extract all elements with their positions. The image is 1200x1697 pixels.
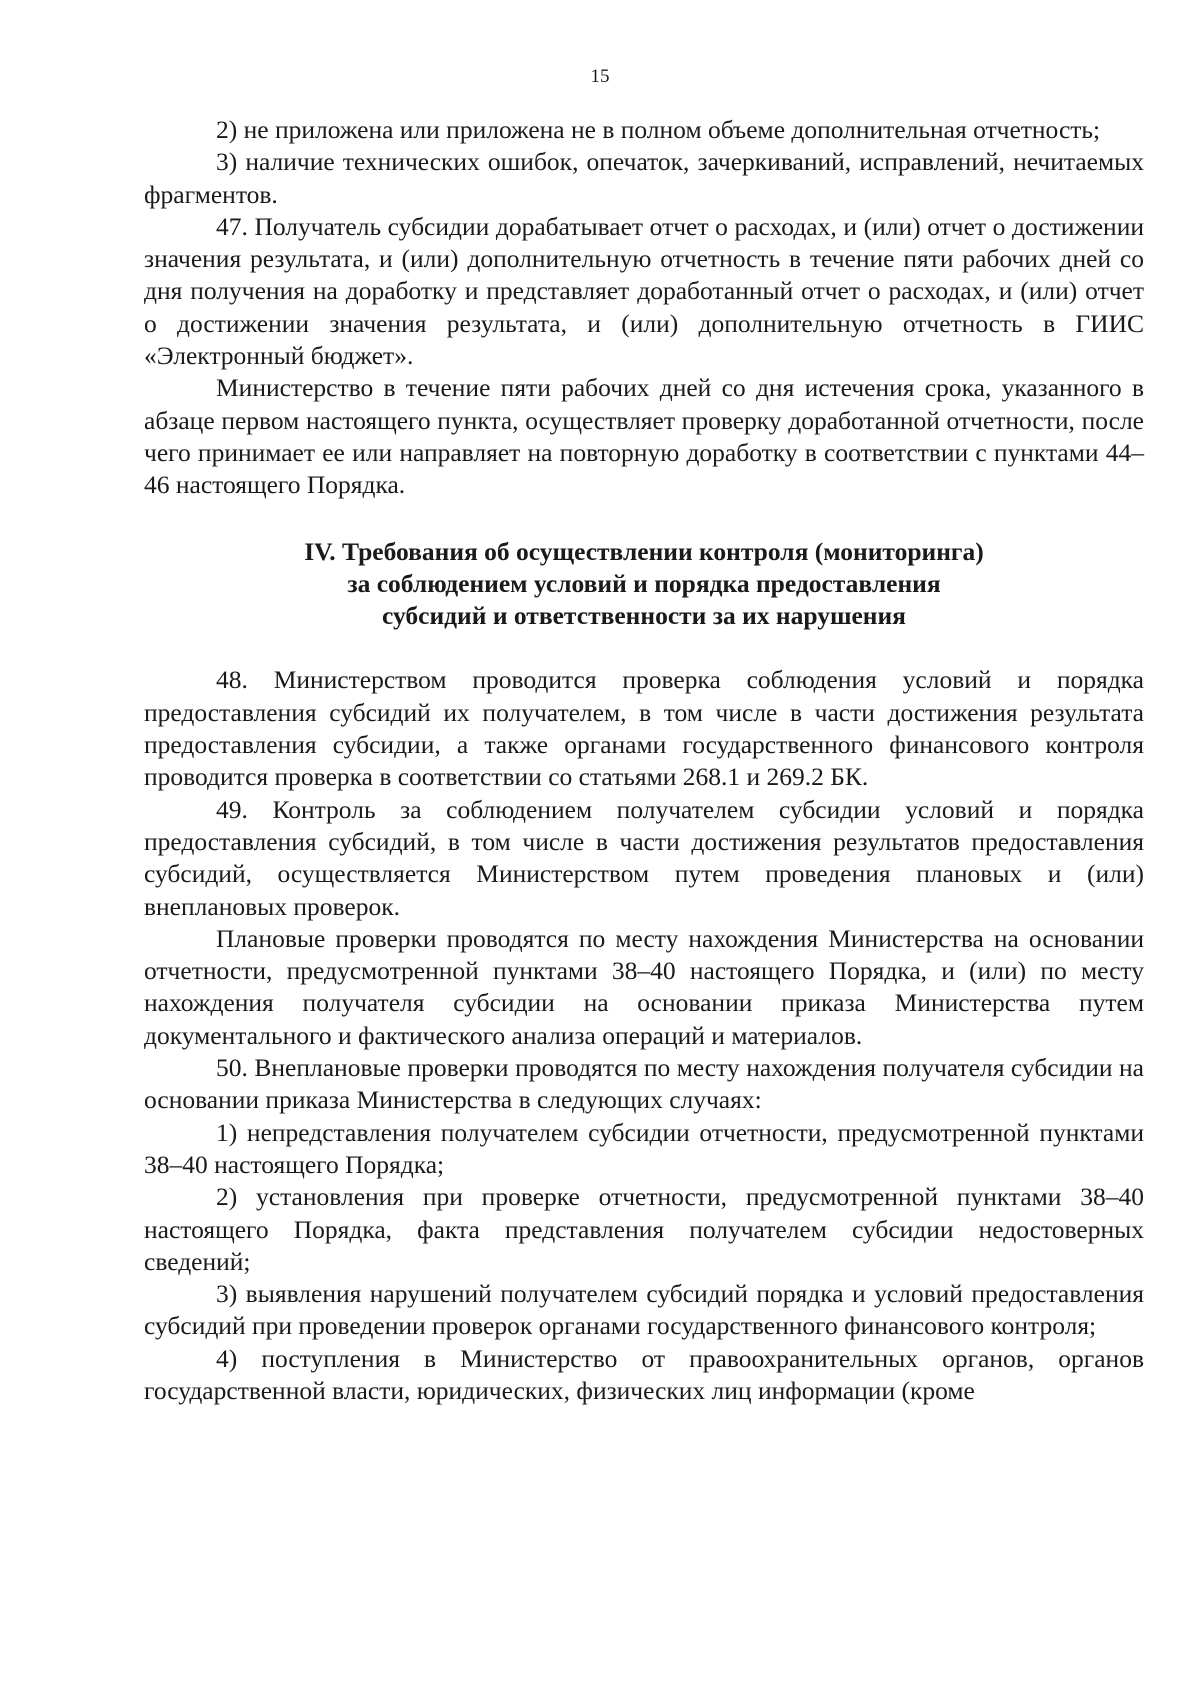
paragraph-clause-50: 50. Внеплановые проверки проводятся по месту нахождения получателя субсидии на основании приказа Министерства в следующих случаях: <box>144 1053 1144 1115</box>
paragraph-clause-47-second: Министерство в течение пяти рабочих дней со дня истечения срока, указанного в абзаце первом настоящего пункта, осуществляет проверку доработанной отчетности, после чего принимает ее или направляет на повторную доработку в соответствии с пунктами 44–46 настоящего Порядка. <box>144 373 1144 500</box>
section-heading-line-1: IV. Требования об осуществлении контроля (мониторинга) <box>304 536 984 566</box>
paragraph-item-3: 3) наличие технических ошибок, опечаток, зачеркиваний, исправлений, нечитаемых фрагментов. <box>144 147 1144 209</box>
paragraph-case-2: 2) установления при проверке отчетности, предусмотренной пунктами 38–40 настоящего Порядка, факта представления получателем субсидии недостоверных сведений; <box>144 1182 1144 1276</box>
paragraph-item-2: 2) не приложена или приложена не в полном объеме дополнительная отчетность; <box>216 115 1101 144</box>
paragraph-case-3: 3) выявления нарушений получателем субсидий порядка и условий предоставления субсидий при проведении проверок органами государственного финансового контроля; <box>144 1279 1144 1341</box>
paragraph-clause-48: 48. Министерством проводится проверка соблюдения условий и порядка предоставления субсидий их получателем, в том числе в части достижения результата предоставления субсидии, а также органами государственного финансового контроля проводится проверка в соответствии со статьями 268.1 и 269.2 БК. <box>144 665 1144 792</box>
paragraph-clause-49: 49. Контроль за соблюдением получателем субсидии условий и порядка предоставления субсидий, в том числе в части достижения результатов предоставления субсидий, осуществляется Министерством путем проведения плановых и (или) внеплановых проверок. <box>144 794 1144 921</box>
document-body <box>144 114 1144 1407</box>
paragraph-clause-47: 47. Получатель субсидии дорабатывает отчет о расходах, и (или) отчет о достижении значения результата, и (или) дополнительную отчетность в течение пяти рабочих дней со дня получения на доработку и представляет доработанный отчет о расходах, и (или) отчет о достижении значения результата, и (или) дополнительную отчетность в ГИИС «Электронный бюджет». <box>144 211 1144 371</box>
paragraph-case-1: 1) непредставления получателем субсидии отчетности, предусмотренной пунктами 38–40 настоящего Порядка; <box>144 1117 1144 1179</box>
section-heading-line-2: за соблюдением условий и порядка предоставления <box>347 568 941 598</box>
paragraph-planned-checks: Плановые проверки проводятся по месту нахождения Министерства на основании отчетности, предусмотренной пунктами 38–40 настоящего Порядка, и (или) по месту нахождения получателя субсидии на основании приказа Министерства путем документального и фактического анализа операций и материалов. <box>144 923 1144 1050</box>
paragraph-case-4: 4) поступления в Министерство от правоохранительных органов, органов государственной власти, юридических, физических лиц информации (кроме <box>144 1343 1144 1405</box>
page-number: 15 <box>590 66 610 87</box>
section-heading <box>144 536 1144 633</box>
section-heading-line-3: субсидий и ответственности за их нарушения <box>382 601 906 631</box>
